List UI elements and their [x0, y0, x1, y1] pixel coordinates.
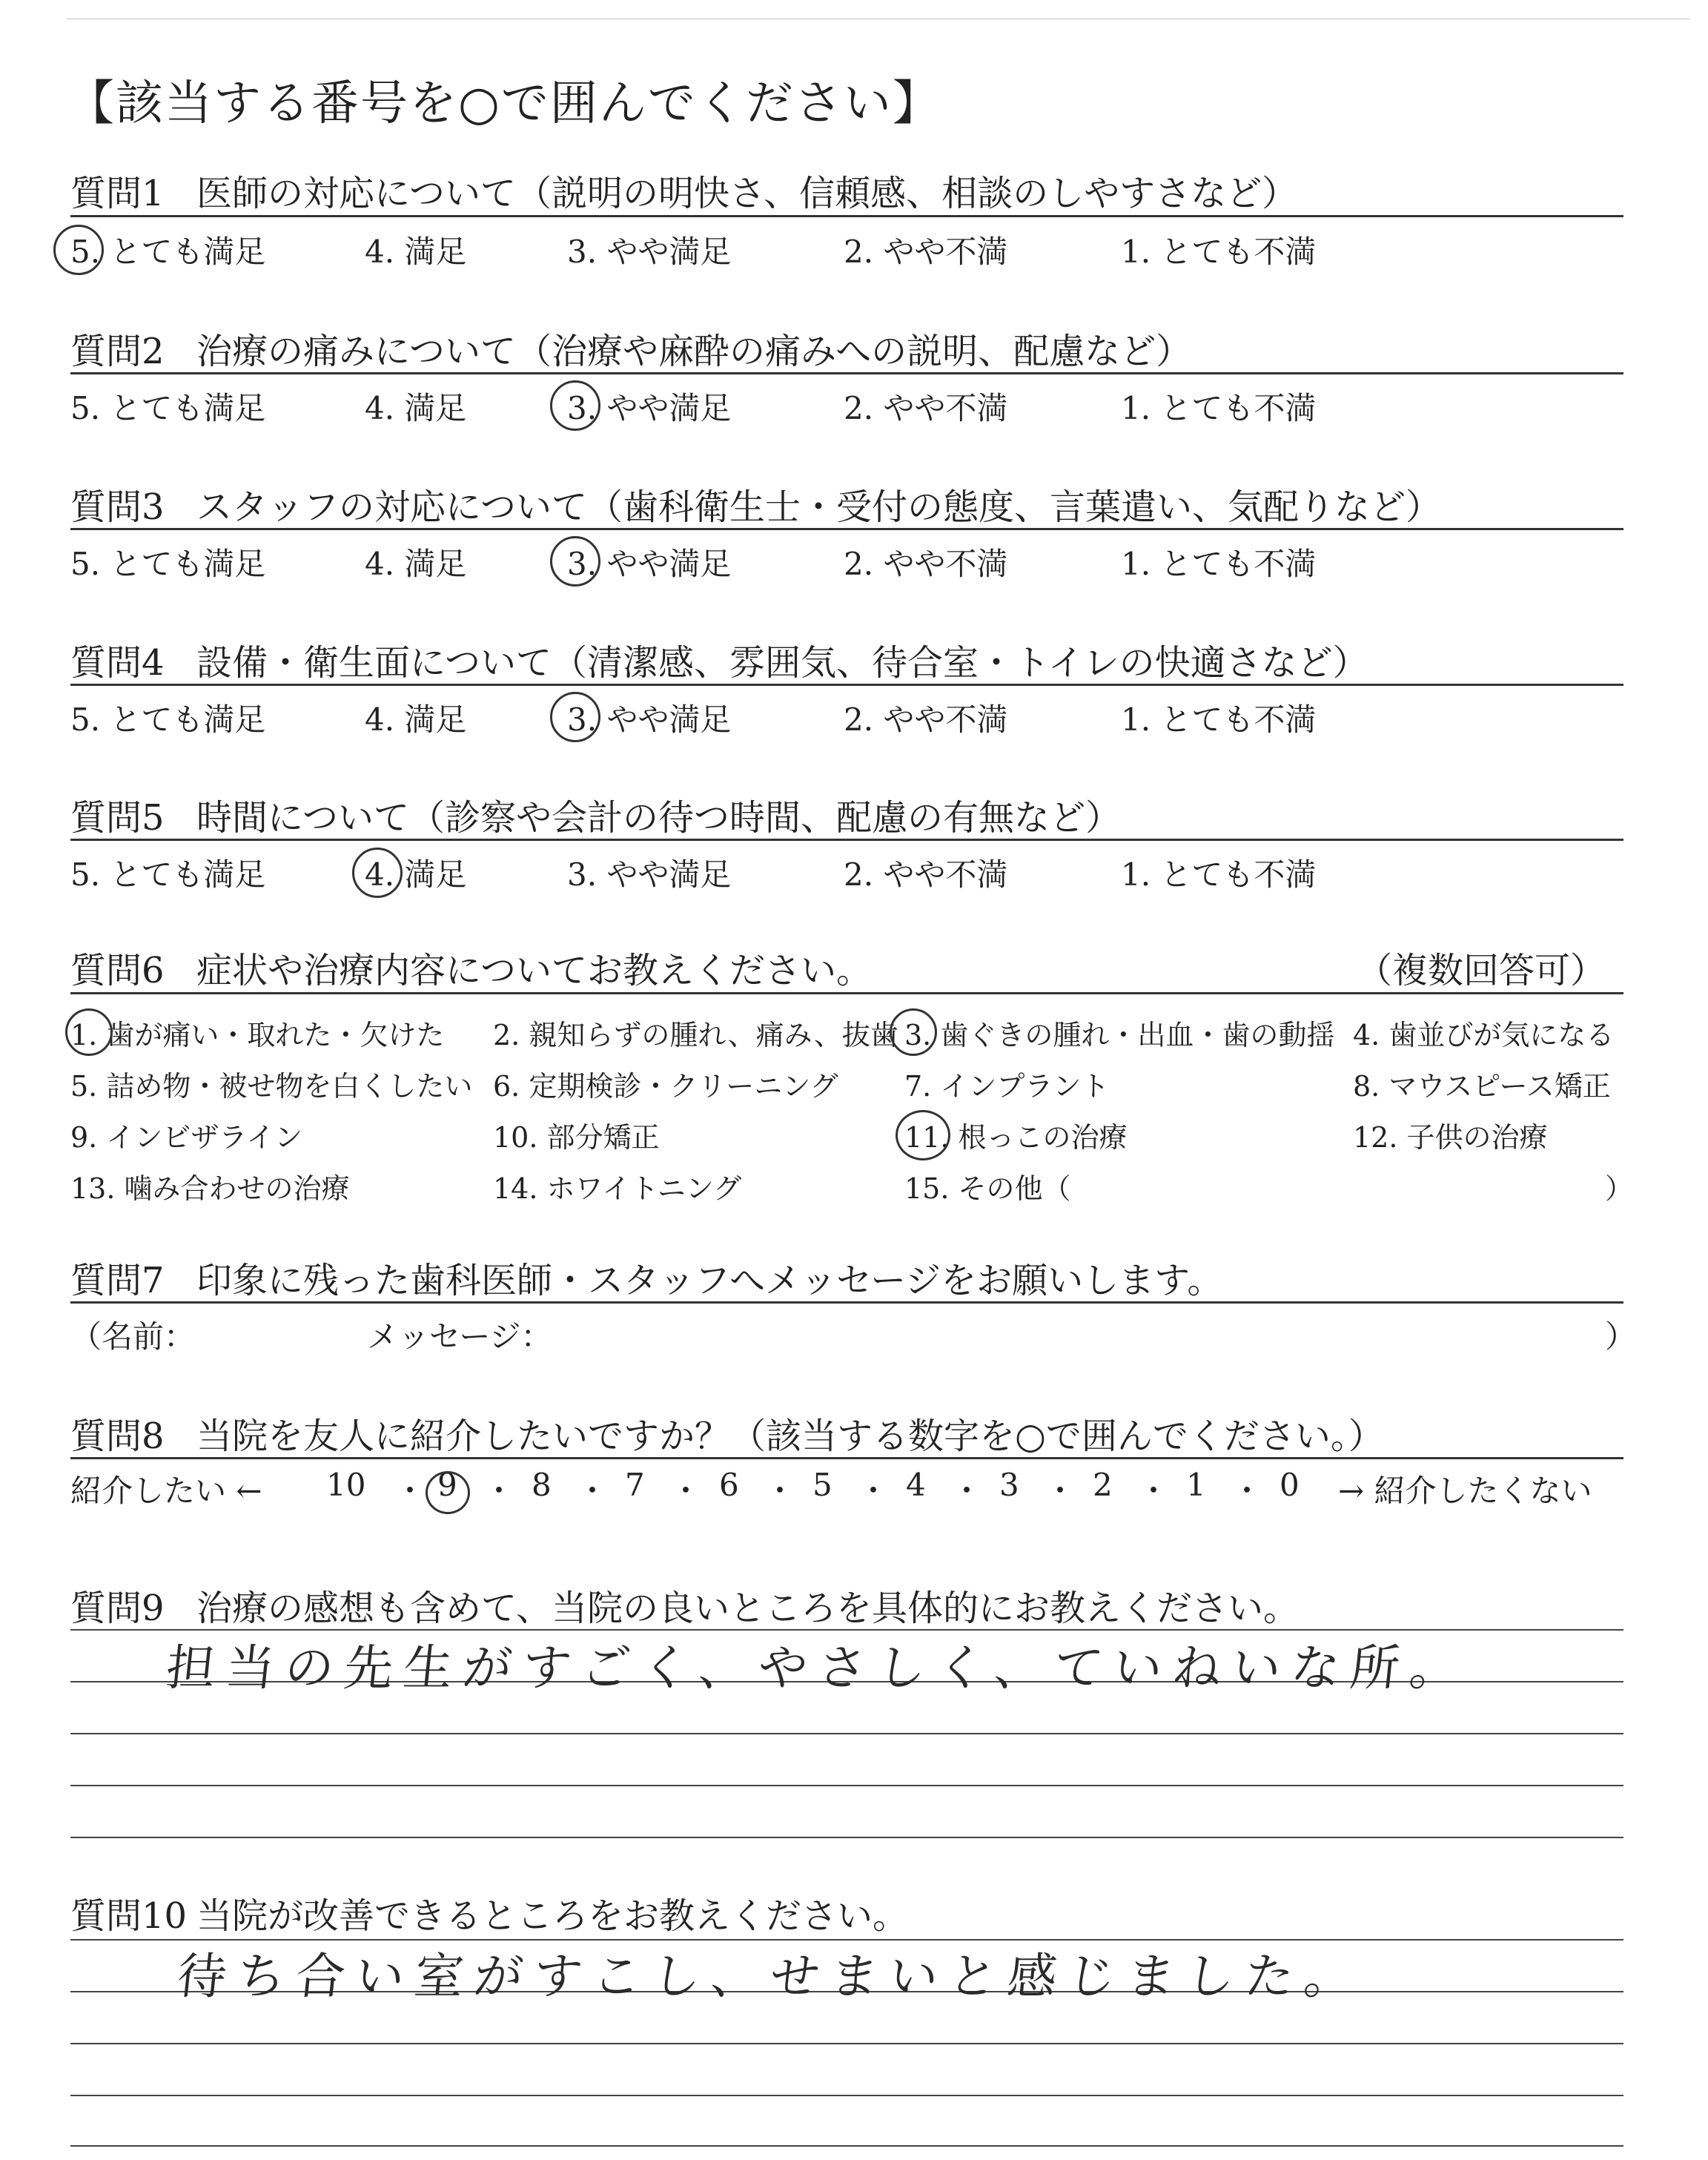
question-title: 当院を友人に紹介したいですか？（該当する数字を○で囲んでください。） [196, 1416, 1384, 1457]
question-9 [70, 1579, 1299, 1631]
rating-option-2[interactable]: 2. やや不満 [844, 701, 1008, 738]
rating-option-2[interactable]: 2. やや不満 [844, 546, 1008, 582]
symptom-option-11[interactable]: 11. 根っこの治療 [904, 1121, 1128, 1154]
question-title: 症状や治療内容についてお教えください。 [196, 950, 873, 991]
scale-dot: ・ [577, 1473, 609, 1509]
question-3 [70, 478, 1441, 529]
scale-dot: ・ [764, 1473, 796, 1509]
question-number: 質問6 [70, 950, 165, 991]
handwritten-answer-good-points: 担当の先生がすごく、やさしく、ていねいな所。 [163, 1639, 1472, 1697]
symptom-option-10[interactable]: 10. 部分矯正 [493, 1121, 660, 1154]
question-8 [70, 1407, 1384, 1459]
question-title: スタッフの対応について（歯科衛生士・受付の態度、言葉遣い、気配りなど） [196, 486, 1442, 528]
question-number: 質問1 [70, 173, 165, 214]
question-4 [70, 634, 1368, 685]
symptom-option-3[interactable]: 3. 歯ぐきの腫れ・出血・歯の動揺 [904, 1019, 1335, 1051]
scale-value-8[interactable]: 8 [532, 1467, 552, 1503]
scale-value-10[interactable]: 10 [326, 1467, 366, 1503]
question-title: 治療の痛みについて（治療や麻酔の痛みへの説明、配慮など） [196, 331, 1192, 372]
symptom-option-1[interactable]: 1. 歯が痛い・取れた・欠けた [70, 1019, 445, 1051]
symptom-option-15[interactable]: 15. その他（ [904, 1172, 1071, 1205]
message-label: メッセージ： [367, 1318, 552, 1355]
symptom-option-6[interactable]: 6. 定期検診・クリーニング [493, 1070, 838, 1103]
question-6 [70, 942, 872, 993]
scale-dot: ・ [483, 1473, 515, 1509]
question-5 [70, 789, 1121, 840]
answer-line [70, 2043, 1623, 2044]
symptom-option-7[interactable]: 7. インプラント [904, 1070, 1110, 1103]
rating-option-3[interactable]: 3. やや満足 [567, 701, 732, 738]
scale-dot: ・ [951, 1473, 983, 1509]
scale-dot: ・ [670, 1473, 702, 1509]
question-title: 治療の感想も含めて、当院の良いところを具体的にお教えください。 [196, 1588, 1300, 1629]
question-number: 質問2 [70, 331, 165, 372]
question-number: 質問7 [70, 1260, 165, 1301]
scale-value-6[interactable]: 6 [719, 1467, 739, 1503]
scale-dot: ・ [1138, 1473, 1170, 1509]
question-number: 質問10 [70, 1895, 188, 1937]
symptom-option-12[interactable]: 12. 子供の治療 [1353, 1121, 1548, 1154]
answer-line [70, 1733, 1623, 1734]
other-close-paren: ） [1605, 1172, 1634, 1205]
question-rule [70, 215, 1623, 217]
rating-option-5[interactable]: 5. とても満足 [70, 546, 266, 582]
multiple-answers-note: （複数回答可） [1357, 950, 1606, 991]
rating-option-2[interactable]: 2. やや不満 [844, 234, 1008, 270]
rating-option-1[interactable]: 1. とても不満 [1121, 234, 1317, 270]
question-10 [70, 1887, 908, 1938]
question-title: 印象に残った歯科医師・スタッフへメッセージをお願いします。 [196, 1260, 1223, 1301]
question-2 [70, 323, 1191, 374]
question-number: 質問5 [70, 797, 165, 839]
rating-option-4[interactable]: 4. 満足 [365, 234, 467, 270]
scan-top-edge [67, 18, 1690, 20]
symptom-option-8[interactable]: 8. マウスピース矯正 [1353, 1070, 1611, 1103]
question-rule [70, 1457, 1623, 1459]
question-rule [70, 992, 1623, 994]
rating-option-1[interactable]: 1. とても不満 [1121, 390, 1317, 426]
question-number: 質問9 [70, 1588, 165, 1629]
symptom-option-13[interactable]: 13. 噛み合わせの治療 [70, 1172, 350, 1205]
handwritten-answer-improvements: 待ち合い室がすこし、せまいと感じました。 [174, 1948, 1367, 2005]
name-label: （名前： [70, 1318, 196, 1355]
scale-right-label: → 紹介したくない [1338, 1473, 1592, 1509]
rating-option-2[interactable]: 2. やや不満 [844, 390, 1008, 426]
scale-value-7[interactable]: 7 [625, 1467, 645, 1503]
question-rule [70, 528, 1623, 530]
question-rule [70, 1301, 1623, 1304]
symptom-option-4[interactable]: 4. 歯並びが気になる [1353, 1019, 1615, 1051]
symptom-option-14[interactable]: 14. ホワイトニング [493, 1172, 742, 1205]
question-rule [70, 372, 1623, 374]
question-title: 医師の対応について（説明の明快さ、信頼感、相談のしやすさなど） [196, 173, 1298, 214]
scale-value-2[interactable]: 2 [1093, 1467, 1113, 1503]
scale-value-5[interactable]: 5 [812, 1467, 833, 1503]
rating-option-5[interactable]: 5. とても満足 [70, 390, 266, 426]
symptom-option-2[interactable]: 2. 親知らずの腫れ、痛み、抜歯 [493, 1019, 898, 1051]
question-rule [70, 839, 1623, 841]
question-7 [70, 1252, 1222, 1303]
answer-line [70, 2145, 1623, 2147]
scale-value-4[interactable]: 4 [906, 1467, 926, 1503]
rating-option-5[interactable]: 5. とても満足 [70, 701, 266, 738]
question-1 [70, 165, 1297, 216]
question-title: 設備・衛生面について（清潔感、雰囲気、待合室・トイレの快適さなど） [196, 642, 1368, 684]
rating-option-4[interactable]: 4. 満足 [365, 546, 467, 582]
symptom-option-9[interactable]: 9. インビザライン [70, 1121, 303, 1154]
scale-dot: ・ [1231, 1473, 1263, 1509]
question-title: 時間について（診察や会計の待つ時間、配慮の有無など） [196, 797, 1122, 839]
rating-option-3[interactable]: 3. やや満足 [567, 856, 732, 893]
rating-option-2[interactable]: 2. やや不満 [844, 856, 1008, 893]
symptom-option-5[interactable]: 5. 詰め物・被せ物を白くしたい [70, 1070, 473, 1103]
rating-option-1[interactable]: 1. とても不満 [1121, 856, 1317, 893]
answer-line [70, 2095, 1623, 2096]
form-heading: 【該当する番号を○で囲んでください】 [67, 76, 941, 131]
question-number: 質問3 [70, 486, 165, 528]
scale-value-1[interactable]: 1 [1186, 1467, 1206, 1503]
rating-option-5[interactable]: 5. とても満足 [70, 234, 266, 270]
rating-option-3[interactable]: 3. やや満足 [567, 234, 732, 270]
scale-dot: ・ [1045, 1473, 1076, 1509]
question-title: 当院が改善できるところをお教えください。 [196, 1895, 909, 1937]
scale-left-label: 紹介したい ← [70, 1473, 262, 1509]
scale-value-0[interactable]: 0 [1280, 1467, 1300, 1503]
answer-line [70, 1837, 1623, 1838]
question-number: 質問8 [70, 1416, 165, 1457]
rating-option-1[interactable]: 1. とても不満 [1121, 546, 1317, 582]
question-number: 質問4 [70, 642, 165, 684]
message-close-paren: ） [1605, 1318, 1637, 1355]
rating-option-4[interactable]: 4. 満足 [365, 701, 467, 738]
rating-option-1[interactable]: 1. とても不満 [1121, 701, 1317, 738]
rating-option-5[interactable]: 5. とても満足 [70, 856, 266, 893]
rating-option-4[interactable]: 4. 満足 [365, 856, 467, 893]
rating-option-4[interactable]: 4. 満足 [365, 390, 467, 426]
rating-option-3[interactable]: 3. やや満足 [567, 390, 732, 426]
scale-dot: ・ [858, 1473, 890, 1509]
question-rule [70, 684, 1623, 686]
scale-value-3[interactable]: 3 [999, 1467, 1019, 1503]
answer-line [70, 1785, 1623, 1786]
scale-dot: ・ [394, 1473, 426, 1509]
scale-value-9[interactable]: 9 [437, 1467, 457, 1503]
rating-option-3[interactable]: 3. やや満足 [567, 546, 732, 582]
